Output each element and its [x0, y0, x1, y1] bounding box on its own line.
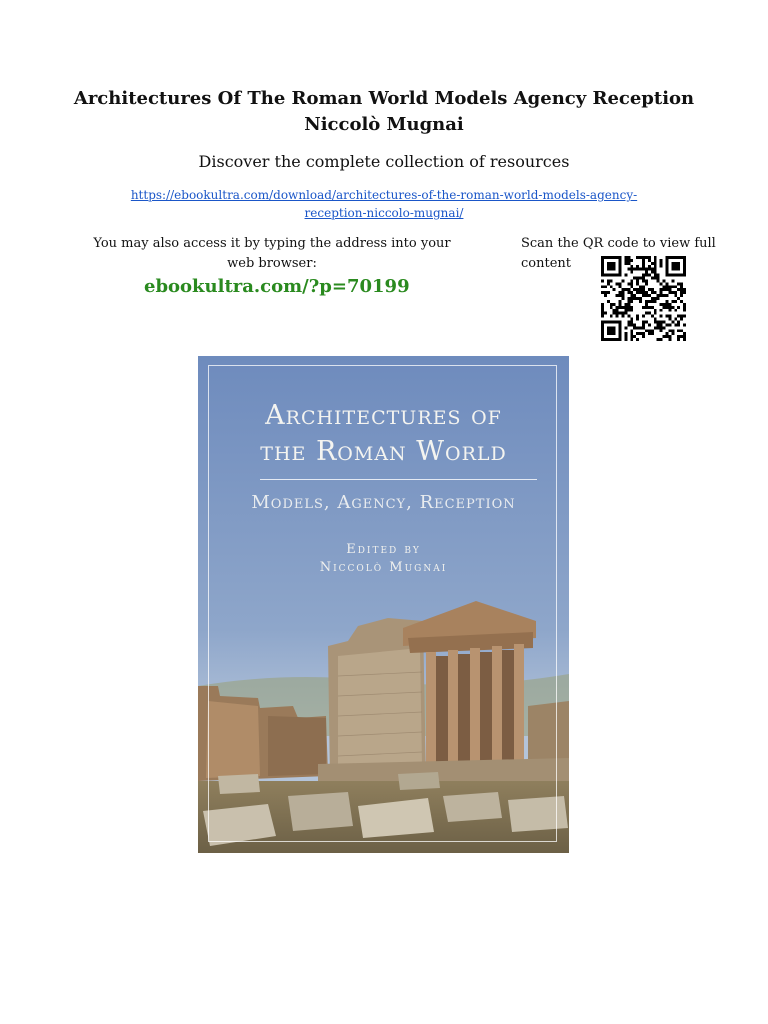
cover-edited-by: Edited by — [346, 542, 421, 557]
qr-code[interactable] — [599, 256, 688, 341]
book-cover — [198, 356, 569, 853]
cover-subtitle: Models, Agency, Reception — [251, 492, 516, 513]
cover-title — [198, 398, 569, 470]
qr-label: Scan the QR code to view full content — [521, 236, 716, 271]
cover-title-line-2: the Roman World — [260, 436, 507, 467]
short-link[interactable]: ebookultra.com/?p=70199 — [144, 276, 410, 297]
download-link[interactable] — [110, 186, 658, 222]
access-instructions — [86, 234, 458, 274]
cover-divider — [260, 479, 537, 480]
subtitle: Discover the complete collection of resources — [198, 152, 570, 171]
download-link-line-2[interactable]: reception-niccolo-mugnai/ — [304, 206, 464, 220]
title-line-1: Architectures Of The Roman World Models Agency Reception — [73, 88, 695, 109]
cover-editor-name: Niccolò Mugnai — [319, 560, 448, 575]
download-link-line-1[interactable]: https://ebookultra.com/download/architectures-of-the-roman-world-models-agency- — [130, 188, 638, 202]
cover-editor — [198, 541, 569, 577]
document-title — [60, 86, 708, 138]
access-line-1: You may also access it by typing the address into your — [93, 236, 451, 251]
title-line-2: Niccolò Mugnai — [304, 114, 464, 135]
cover-title-line-1: Architectures of — [265, 400, 502, 431]
access-line-2: web browser: — [227, 256, 317, 271]
